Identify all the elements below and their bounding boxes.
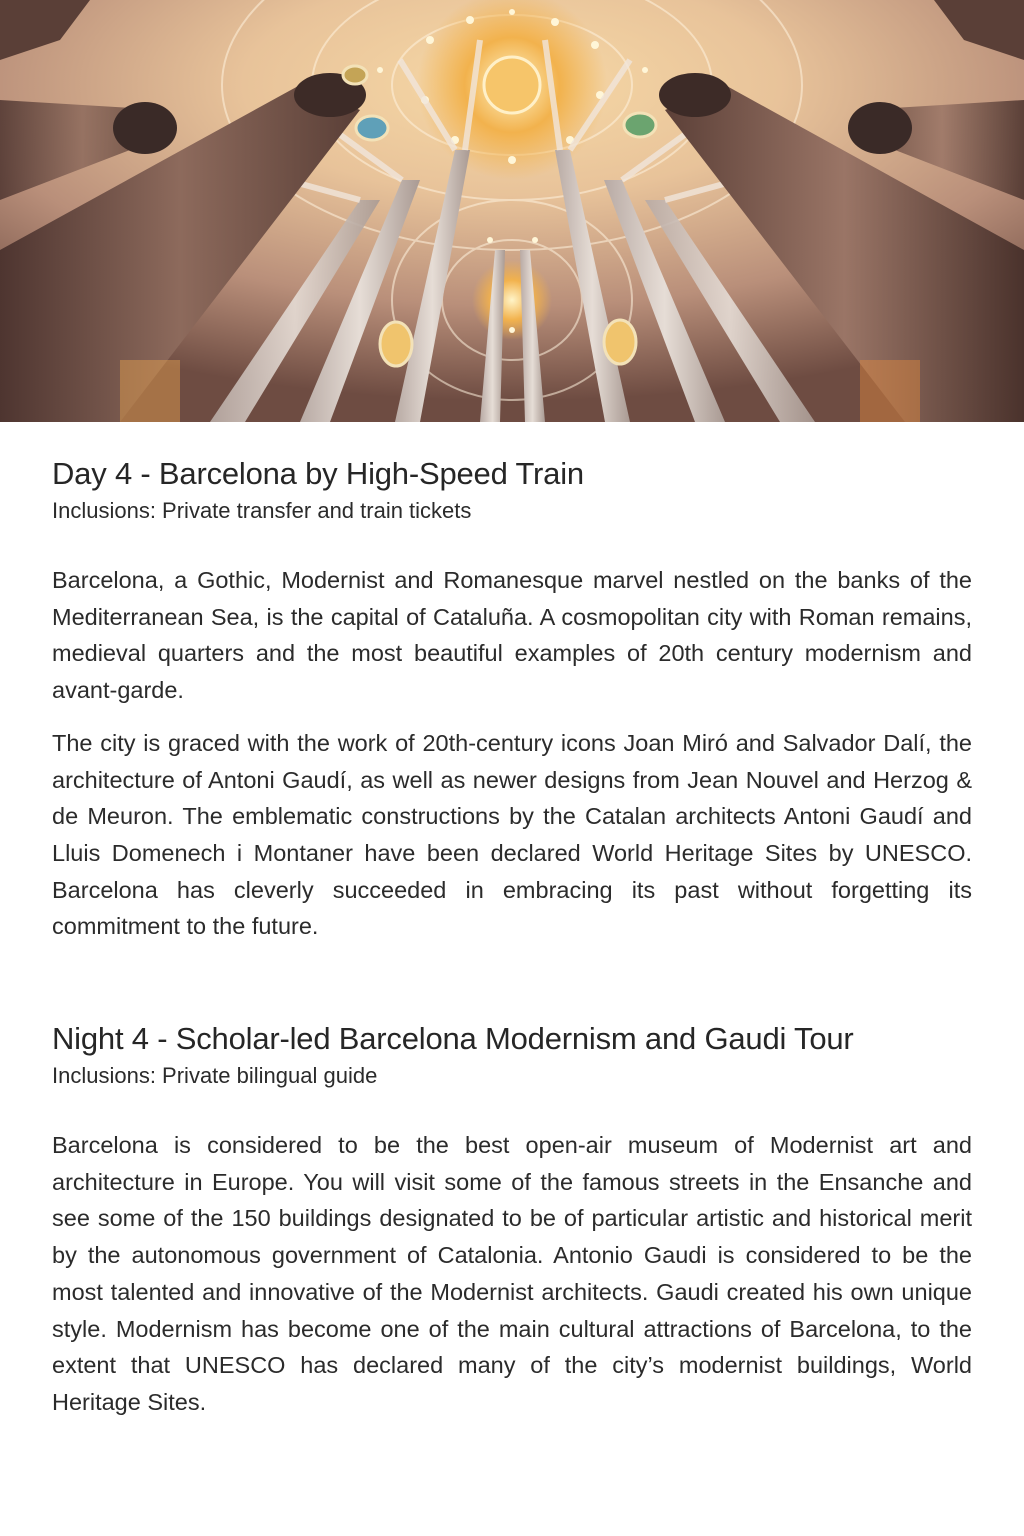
section-title: Night 4 - Scholar-led Barcelona Modernism and Gaudi Tour	[52, 1021, 854, 1057]
sagrada-familia-ceiling-illustration	[0, 0, 1024, 422]
section-paragraph: The city is graced with the work of 20th-century icons Joan Miró and Salvador Dalí, the architecture of Antoni Gaudí, as well as newer designs from Jean Nouvel and Herzog & de Meuron. The emblematic constructions by the Catalan architects Antoni Gaudí and Lluis Domenech i Montaner have been declared World Heritage Sites by UNESCO. Barcelona has cleverly succeeded in embracing its past without forgetting its commitment to the future.	[52, 729, 972, 940]
section-paragraph: Barcelona, a Gothic, Modernist and Romanesque marvel nestled on the banks of the Mediterranean Sea, is the capital of Cataluña. A cosmopolitan city with Roman remains, medieval quarters and the most beautiful examples of 20th century modernism and avant-garde.	[52, 567, 972, 704]
itinerary-content	[52, 452, 972, 1437]
hero-image	[0, 0, 1024, 422]
section-title: Day 4 - Barcelona by High-Speed Train	[52, 456, 584, 491]
section-inclusions: Inclusions: Private bilingual guide	[52, 1063, 378, 1089]
section-inclusions: Inclusions: Private transfer and train tickets	[52, 498, 472, 523]
section-paragraph: Barcelona is considered to be the best open-air museum of Modernist art and architecture in Europe. You will visit some of the famous streets in the Ensanche and see some of the 150 buildings designated to be of particular artistic and historical merit by the autonomous government of Catalonia. Antonio Gaudi is considered to be the most talented and innovative of the Modernist architects. Gaudi created his own unique style. Modernism has become one of the main cultural attractions of Barcelona, to the extent that UNESCO has declared many of the city’s modernist buildings, World Heritage Sites.	[52, 1132, 972, 1415]
night-4-section	[52, 1017, 972, 1421]
day-4-section	[52, 452, 972, 945]
